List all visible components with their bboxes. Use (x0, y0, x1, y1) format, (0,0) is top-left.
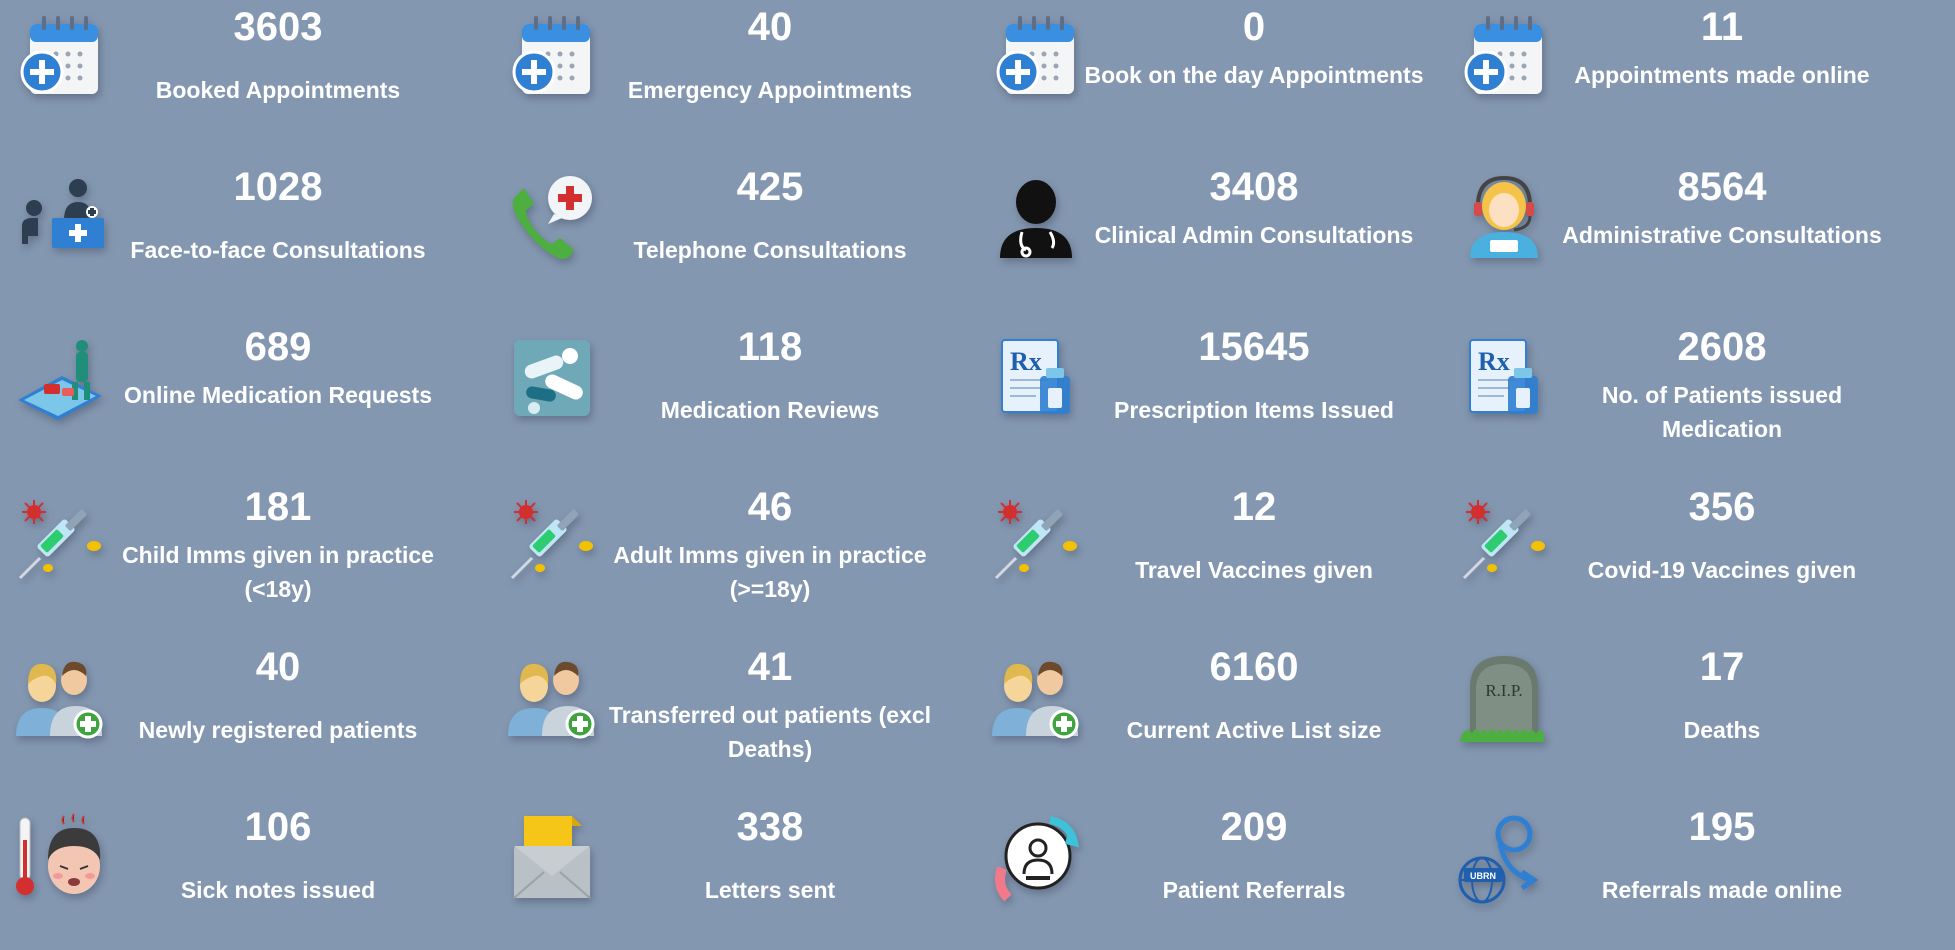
stat-label: Transferred out patients (excl Deaths) (608, 702, 932, 762)
stat-label: Covid-19 Vaccines given (1587, 557, 1857, 583)
ubrn-globe-icon (1456, 810, 1552, 906)
stat-label: Travel Vaccines given (1135, 557, 1373, 583)
phone-medical-icon (504, 170, 600, 266)
stat-value: 15645 (1198, 325, 1310, 369)
stat-label: Administrative Consultations (1562, 222, 1882, 248)
stat-tile-travel-vaccines (976, 480, 1444, 630)
stat-value: 40 (747, 5, 793, 49)
stat-label: Clinical Admin Consultations (1094, 222, 1414, 248)
stat-tile-online-medication-requests (0, 320, 468, 470)
envelope-icon (504, 810, 600, 906)
stat-label: No. of Patients issued Medication (1601, 382, 1843, 442)
users-add-icon (988, 650, 1084, 746)
users-add-icon (504, 650, 600, 746)
stat-label: Face-to-face Consultations (130, 237, 426, 263)
stat-label: Deaths (1683, 717, 1761, 743)
stat-tile-medication-reviews (492, 320, 960, 470)
stat-tile-sick-notes (0, 800, 468, 950)
stat-label: Prescription Items Issued (1114, 397, 1394, 423)
stat-value: 106 (244, 805, 312, 849)
syringe-virus-icon (988, 490, 1084, 586)
stat-value: 2608 (1677, 325, 1767, 369)
gravestone-icon (1456, 650, 1552, 746)
pills-icon (504, 330, 600, 426)
stat-tile-active-list-size (976, 640, 1444, 790)
stat-tile-deaths (1444, 640, 1912, 790)
stat-value: 209 (1220, 805, 1288, 849)
syringe-virus-icon (504, 490, 600, 586)
ubrn-text: UBRN (1470, 871, 1496, 881)
stat-value: 425 (736, 165, 804, 209)
stat-label: Online Medication Requests (124, 382, 432, 408)
stat-tile-adult-imms (492, 480, 960, 630)
stat-tile-appointments-online (1444, 0, 1912, 150)
stat-tile-transferred-out (492, 640, 960, 790)
stat-value: 689 (244, 325, 312, 369)
calendar-plus-icon (988, 10, 1084, 106)
stat-label: Telephone Consultations (633, 237, 907, 263)
stat-tile-child-imms (0, 480, 468, 630)
stat-value: 8564 (1677, 165, 1767, 209)
stat-value: 46 (747, 485, 793, 529)
stat-tile-patients-issued-medication (1444, 320, 1912, 470)
stat-label: Child Imms given in practice (<18y) (122, 542, 434, 602)
calendar-plus-icon (1456, 10, 1552, 106)
online-pharmacy-icon (12, 330, 108, 426)
stat-label: Sick notes issued (180, 877, 376, 903)
stat-tile-administrative (1444, 160, 1912, 310)
stat-tile-emergency-appointments (492, 0, 960, 150)
referral-hands-icon (988, 810, 1084, 906)
stat-label: Current Active List size (1126, 717, 1382, 743)
stat-tile-referrals-online (1444, 800, 1912, 950)
stat-label: Book on the day Appointments (1084, 62, 1424, 88)
doctor-desk-icon (12, 170, 108, 266)
stat-label: Appointments made online (1574, 62, 1870, 88)
prescription-icon (1456, 330, 1552, 426)
stat-value: 3603 (233, 5, 323, 49)
stat-tile-letters-sent (492, 800, 960, 950)
stat-value: 356 (1688, 485, 1756, 529)
sick-thermometer-icon (12, 810, 108, 906)
stat-label: Booked Appointments (155, 77, 401, 103)
stat-value: 12 (1231, 485, 1277, 529)
stat-value: 118 (737, 325, 803, 369)
stat-value: 11 (1700, 5, 1744, 49)
stat-tile-covid-vaccines (1444, 480, 1912, 630)
stat-label: Medication Reviews (660, 397, 880, 423)
stat-tile-patient-referrals (976, 800, 1444, 950)
stat-label: Referrals made online (1601, 877, 1843, 903)
svg-text:Rx: Rx (1478, 347, 1510, 376)
stat-value: 195 (1688, 805, 1756, 849)
stat-tile-newly-registered (0, 640, 468, 790)
stat-value: 0 (1242, 5, 1266, 49)
stat-value: 1028 (233, 165, 323, 209)
users-add-icon (12, 650, 108, 746)
rip-text: R.I.P. (1485, 681, 1523, 700)
stat-tile-book-on-the-day (976, 0, 1444, 150)
svg-text:Rx: Rx (1010, 347, 1042, 376)
stat-value: 17 (1699, 645, 1745, 689)
calendar-plus-icon (12, 10, 108, 106)
stat-label: Emergency Appointments (627, 77, 913, 103)
stat-value: 40 (255, 645, 301, 689)
stat-label: Patient Referrals (1162, 877, 1346, 903)
stat-value: 6160 (1209, 645, 1299, 689)
calendar-plus-icon (504, 10, 600, 106)
syringe-virus-icon (1456, 490, 1552, 586)
stat-tile-booked-appointments (0, 0, 468, 150)
stat-label: Letters sent (704, 877, 836, 903)
stat-tile-prescription-items (976, 320, 1444, 470)
stat-value: 41 (747, 645, 793, 689)
stat-value: 338 (736, 805, 804, 849)
stat-tile-clinical-admin (976, 160, 1444, 310)
stat-tile-telephone (492, 160, 960, 310)
syringe-virus-icon (12, 490, 108, 586)
stat-tile-face-to-face (0, 160, 468, 310)
doctor-silhouette-icon (988, 170, 1084, 266)
stat-label: Newly registered patients (138, 717, 418, 743)
receptionist-headset-icon (1456, 170, 1552, 266)
prescription-icon (988, 330, 1084, 426)
stat-label: Adult Imms given in practice (>=18y) (613, 542, 927, 602)
stat-value: 3408 (1209, 165, 1299, 209)
stat-value: 181 (244, 485, 312, 529)
